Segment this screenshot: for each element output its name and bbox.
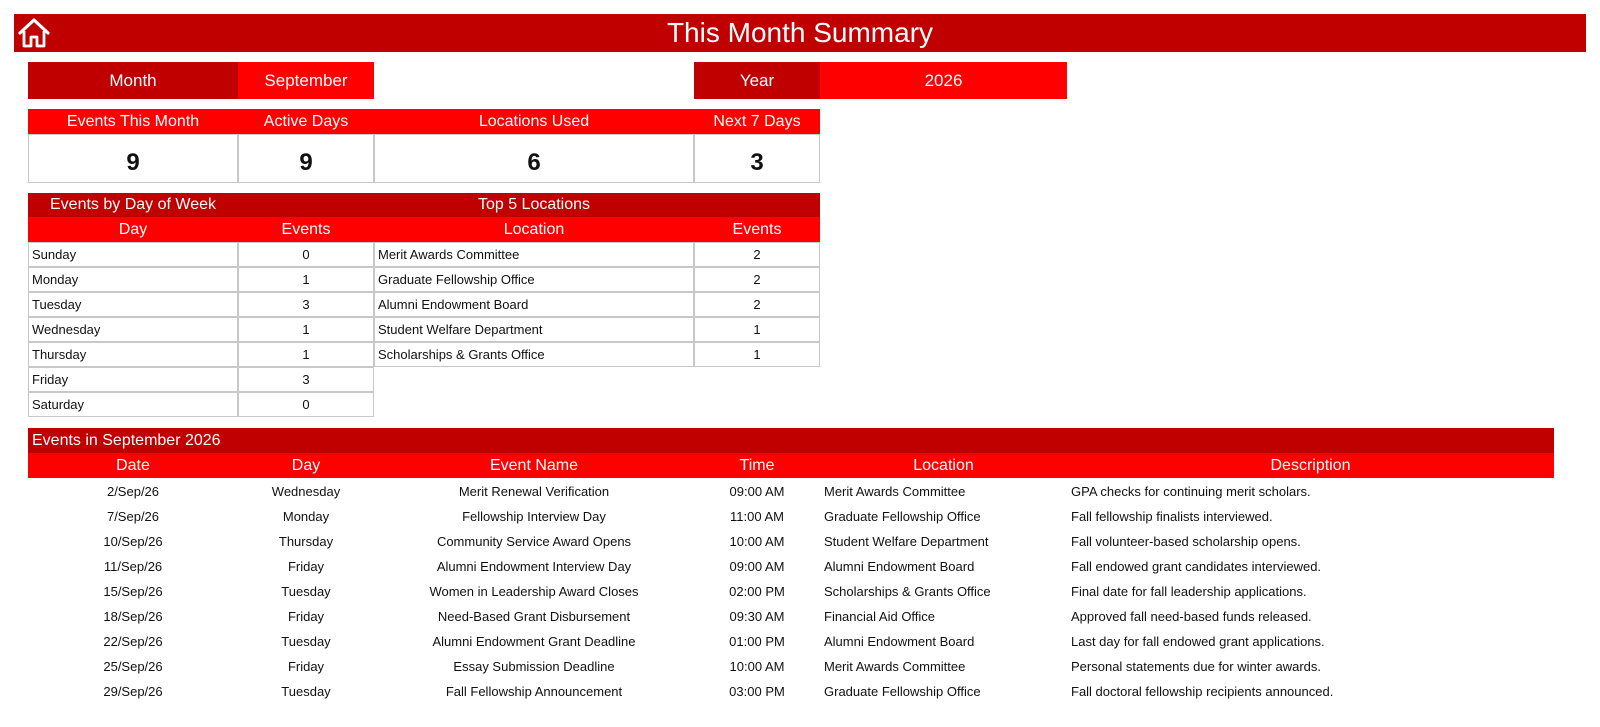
kpi-label-active-days: Active Days — [238, 109, 374, 134]
day-events-cell: 1 — [238, 267, 374, 292]
location-events-cell: 2 — [694, 267, 820, 292]
day-events-cell: 0 — [238, 242, 374, 267]
event-event-name-cell: Community Service Award Opens — [374, 529, 694, 554]
event-day-cell: Friday — [238, 654, 374, 679]
location-events-cell: 1 — [694, 342, 820, 367]
event-time-cell: 09:00 AM — [694, 479, 820, 504]
event-event-name-cell: Merit Renewal Verification — [374, 479, 694, 504]
day-name-cell: Saturday — [28, 392, 238, 417]
col-header-location-events: Events — [694, 217, 820, 242]
event-description-cell: GPA checks for continuing merit scholars. — [1067, 479, 1554, 504]
day-name-cell: Thursday — [28, 342, 238, 367]
event-location-cell: Financial Aid Office — [820, 604, 1067, 629]
event-description-cell: Personal statements due for winter awards. — [1067, 654, 1554, 679]
event-location-cell: Merit Awards Committee — [820, 654, 1067, 679]
day-events-cell: 1 — [238, 317, 374, 342]
home-button[interactable] — [16, 15, 52, 51]
event-date-cell: 25/Sep/26 — [28, 654, 238, 679]
kpi-label-next-7-days: Next 7 Days — [694, 109, 820, 134]
event-location-cell: Alumni Endowment Board — [820, 629, 1067, 654]
day-name-cell: Wednesday — [28, 317, 238, 342]
event-time-cell: 10:00 AM — [694, 654, 820, 679]
event-time-cell: 10:00 AM — [694, 529, 820, 554]
event-day-cell: Tuesday — [238, 679, 374, 704]
event-location-cell: Graduate Fellowship Office — [820, 679, 1067, 704]
location-name-cell: Student Welfare Department — [374, 317, 694, 342]
day-events-cell: 3 — [238, 292, 374, 317]
event-event-name-cell: Alumni Endowment Interview Day — [374, 554, 694, 579]
event-date-cell: 11/Sep/26 — [28, 554, 238, 579]
event-event-name-cell: Essay Submission Deadline — [374, 654, 694, 679]
event-time-cell: 09:30 AM — [694, 604, 820, 629]
event-event-name-cell: Fall Fellowship Announcement — [374, 679, 694, 704]
day-name-cell: Sunday — [28, 242, 238, 267]
event-event-name-cell: Fellowship Interview Day — [374, 504, 694, 529]
event-date-cell: 10/Sep/26 — [28, 529, 238, 554]
event-description-cell: Fall volunteer-based scholarship opens. — [1067, 529, 1554, 554]
event-description-cell: Fall doctoral fellowship recipients announced. — [1067, 679, 1554, 704]
event-time-cell: 01:00 PM — [694, 629, 820, 654]
event-location-cell: Merit Awards Committee — [820, 479, 1067, 504]
event-day-cell: Friday — [238, 604, 374, 629]
events-col-header-time: Time — [739, 456, 775, 474]
event-day-cell: Monday — [238, 504, 374, 529]
day-events-cell: 1 — [238, 342, 374, 367]
events-col-header-date: Date — [116, 456, 150, 474]
events-by-day-title: Events by Day of Week — [50, 196, 216, 213]
day-name-cell: Tuesday — [28, 292, 238, 317]
top-locations-title: Top 5 Locations — [477, 196, 591, 213]
col-header-day: Day — [28, 217, 238, 242]
kpi-value-locations-used: 6 — [374, 134, 694, 183]
event-event-name-cell: Need-Based Grant Disbursement — [374, 604, 694, 629]
event-description-cell: Fall endowed grant candidates interviewed. — [1067, 554, 1554, 579]
event-time-cell: 03:00 PM — [694, 679, 820, 704]
event-event-name-cell: Women in Leadership Award Closes — [374, 579, 694, 604]
event-description-cell: Approved fall need-based funds released. — [1067, 604, 1554, 629]
day-events-cell: 0 — [238, 392, 374, 417]
event-day-cell: Tuesday — [238, 629, 374, 654]
event-day-cell: Wednesday — [238, 479, 374, 504]
location-events-cell: 2 — [694, 242, 820, 267]
event-day-cell: Thursday — [238, 529, 374, 554]
day-name-cell: Monday — [28, 267, 238, 292]
location-name-cell: Merit Awards Committee — [374, 242, 694, 267]
event-time-cell: 02:00 PM — [694, 579, 820, 604]
event-description-cell: Last day for fall endowed grant applications. — [1067, 629, 1554, 654]
event-time-cell: 11:00 AM — [694, 504, 820, 529]
event-date-cell: 22/Sep/26 — [28, 629, 238, 654]
location-events-cell: 2 — [694, 292, 820, 317]
kpi-value-events-this-month: 9 — [28, 134, 238, 183]
kpi-value-active-days: 9 — [238, 134, 374, 183]
events-list-title: Events in September 2026 — [28, 428, 1554, 453]
event-day-cell: Friday — [238, 554, 374, 579]
month-label: Month — [28, 62, 238, 99]
event-location-cell: Graduate Fellowship Office — [820, 504, 1067, 529]
location-name-cell: Graduate Fellowship Office — [374, 267, 694, 292]
events-col-header-event-name: Event Name — [489, 456, 579, 474]
event-date-cell: 15/Sep/26 — [28, 579, 238, 604]
kpi-value-next-7-days: 3 — [694, 134, 820, 183]
location-events-cell: 1 — [694, 317, 820, 342]
location-name-cell: Alumni Endowment Board — [374, 292, 694, 317]
event-location-cell: Scholarships & Grants Office — [820, 579, 1067, 604]
event-location-cell: Student Welfare Department — [820, 529, 1067, 554]
col-header-location: Location — [374, 217, 694, 242]
day-name-cell: Friday — [28, 367, 238, 392]
events-col-header-day: Day — [291, 456, 321, 474]
kpi-label-events-this-month: Events This Month — [28, 109, 238, 134]
event-date-cell: 18/Sep/26 — [28, 604, 238, 629]
location-name-cell: Scholarships & Grants Office — [374, 342, 694, 367]
year-label: Year — [694, 62, 820, 99]
page-title: This Month Summary — [666, 17, 934, 48]
event-description-cell: Fall fellowship finalists interviewed. — [1067, 504, 1554, 529]
event-location-cell: Alumni Endowment Board — [820, 554, 1067, 579]
kpi-label-locations-used: Locations Used — [374, 109, 694, 134]
event-time-cell: 09:00 AM — [694, 554, 820, 579]
events-col-header-location: Location — [913, 456, 974, 474]
event-date-cell: 7/Sep/26 — [28, 504, 238, 529]
month-select[interactable]: September — [238, 62, 374, 99]
year-select[interactable]: 2026 — [820, 62, 1067, 99]
events-col-header-description: Description — [1270, 456, 1351, 474]
event-description-cell: Final date for fall leadership applications. — [1067, 579, 1554, 604]
event-day-cell: Tuesday — [238, 579, 374, 604]
day-events-cell: 3 — [238, 367, 374, 392]
home-icon — [17, 16, 51, 50]
event-date-cell: 2/Sep/26 — [28, 479, 238, 504]
col-header-day-events: Events — [238, 217, 374, 242]
event-date-cell: 29/Sep/26 — [28, 679, 238, 704]
event-event-name-cell: Alumni Endowment Grant Deadline — [374, 629, 694, 654]
